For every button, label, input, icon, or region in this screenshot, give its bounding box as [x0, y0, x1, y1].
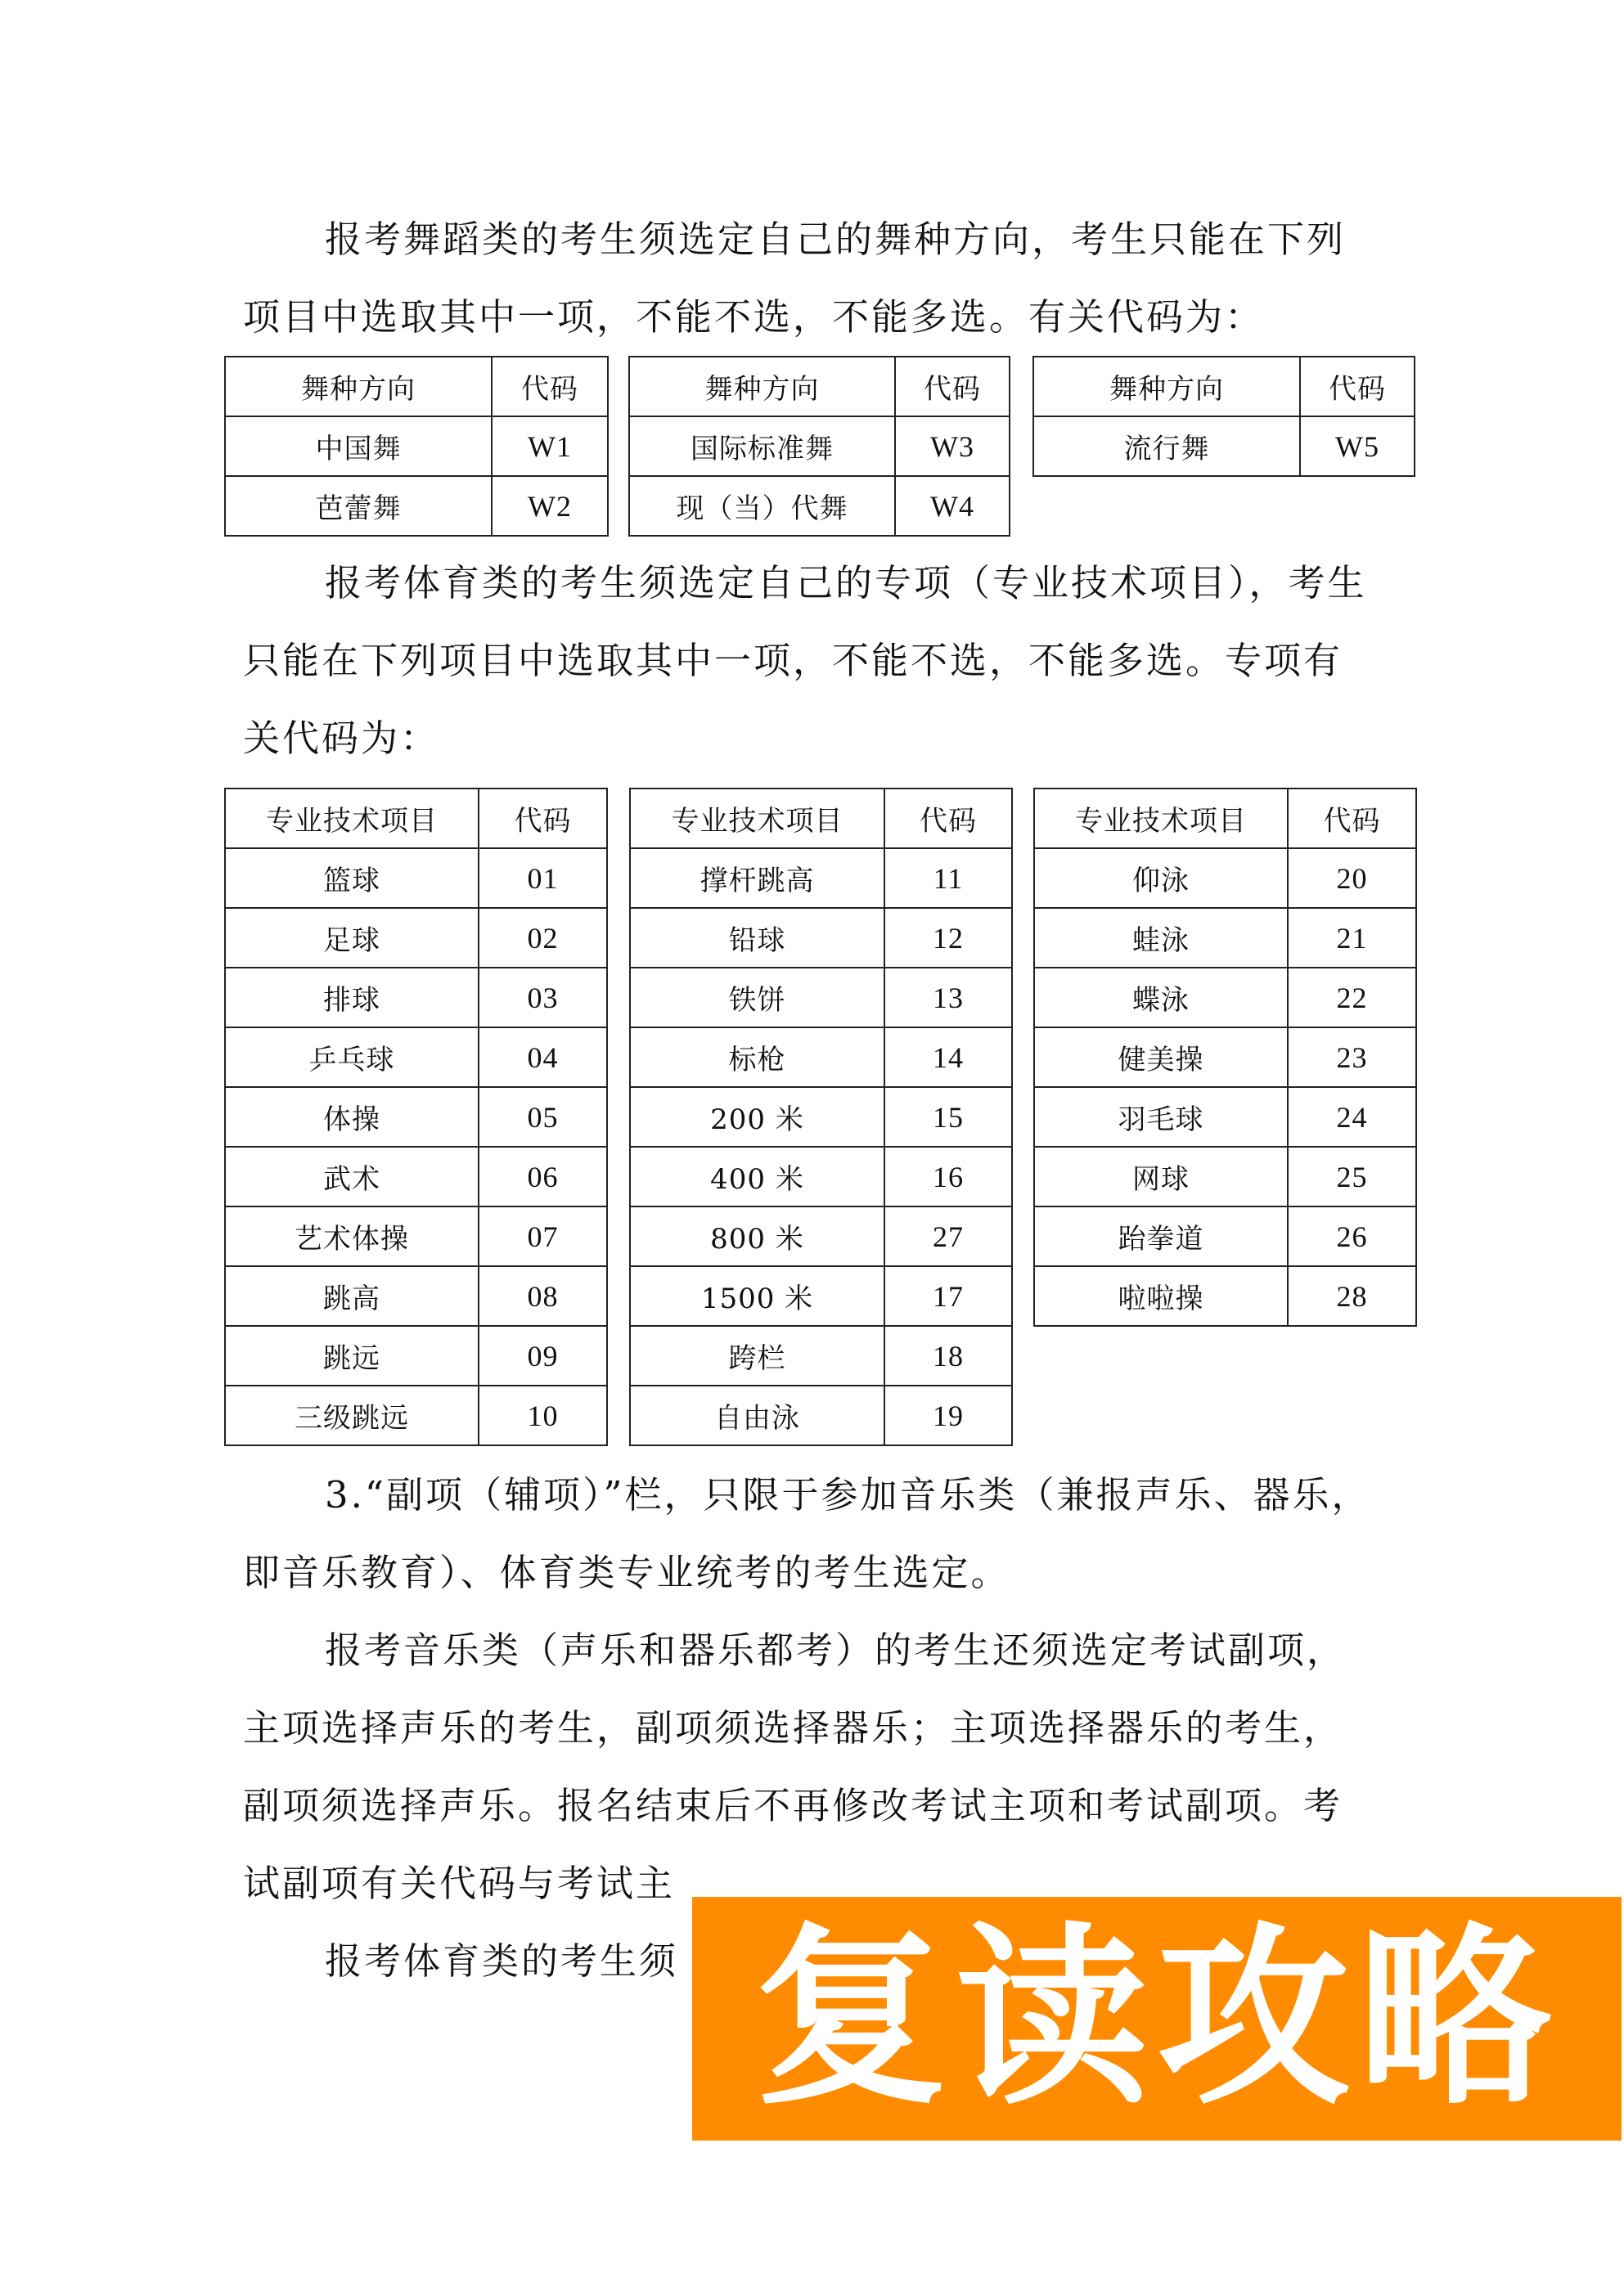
- code-cell: 03: [479, 968, 607, 1027]
- column-header: 代码: [884, 789, 1012, 848]
- sport-name-cell: 200 米: [630, 1087, 884, 1147]
- table-row: [629, 476, 1010, 536]
- dance-code-table-3: [1032, 356, 1415, 477]
- code-cell: 19: [884, 1386, 1012, 1445]
- table-row: [630, 908, 1012, 968]
- sport-name-cell: 足球: [225, 908, 479, 968]
- sport-name-cell: 仰泳: [1034, 848, 1288, 908]
- code-cell: 21: [1288, 908, 1416, 968]
- column-header: 专业技术项目: [630, 789, 884, 848]
- table-row: [1034, 1147, 1416, 1206]
- table-row: [1034, 968, 1416, 1027]
- sport-name-cell: 篮球: [225, 848, 479, 908]
- code-cell: 10: [479, 1386, 607, 1445]
- code-cell: 27: [884, 1206, 1012, 1266]
- column-header: 舞种方向: [629, 357, 895, 416]
- code-cell: 15: [884, 1087, 1012, 1147]
- sports-code-table-3: [1033, 788, 1417, 1327]
- code-cell: 16: [884, 1147, 1012, 1206]
- dance-code-table-2: [628, 356, 1010, 537]
- sport-name-cell: 跨栏: [630, 1326, 884, 1386]
- table-row: [1034, 908, 1416, 968]
- code-cell: W3: [895, 416, 1010, 476]
- paragraph-line: 项目中选取其中一项，不能不选，不能多选。有关代码为：: [243, 295, 1265, 339]
- code-cell: 23: [1288, 1027, 1416, 1087]
- table-row: [630, 1206, 1012, 1266]
- table-row: [225, 1027, 607, 1087]
- code-cell: 12: [884, 908, 1012, 968]
- table-row: [630, 848, 1012, 908]
- paragraph-line: 副项须选择声乐。报名结束后不再修改考试主项和考试副项。考: [243, 1784, 1343, 1827]
- table-row: [630, 1147, 1012, 1206]
- table-row: [629, 416, 1010, 476]
- column-header: 代码: [1300, 357, 1415, 416]
- column-header: 专业技术项目: [225, 789, 479, 848]
- sport-name-cell: 羽毛球: [1034, 1087, 1288, 1147]
- dance-name-cell: 国际标准舞: [629, 416, 895, 476]
- code-cell: 05: [479, 1087, 607, 1147]
- sport-name-cell: 400 米: [630, 1147, 884, 1206]
- dance-name-cell: 中国舞: [225, 416, 492, 476]
- table-row: [630, 1087, 1012, 1147]
- sport-name-cell: 跳远: [225, 1326, 479, 1386]
- sport-name-cell: 三级跳远: [225, 1386, 479, 1445]
- code-cell: 25: [1288, 1147, 1416, 1206]
- paragraph-line: 即音乐教育）、体育类专业统考的考生选定。: [243, 1551, 1010, 1594]
- sports-code-table-1: [224, 788, 608, 1446]
- banner-text: 复读攻略: [754, 1906, 1559, 2131]
- table-row: [225, 1326, 607, 1386]
- code-cell: 07: [479, 1206, 607, 1266]
- sport-name-cell: 铅球: [630, 908, 884, 968]
- table-row: [1034, 1266, 1416, 1326]
- dance-code-table-1: [224, 356, 609, 537]
- table-row: [630, 1027, 1012, 1087]
- code-cell: 17: [884, 1266, 1012, 1326]
- table-row: [225, 416, 608, 476]
- sport-name-cell: 武术: [225, 1147, 479, 1206]
- sport-name-cell: 网球: [1034, 1147, 1288, 1206]
- dance-name-cell: 芭蕾舞: [225, 476, 492, 536]
- table-row: [225, 968, 607, 1027]
- table-row: [630, 1386, 1012, 1445]
- table-row: [1034, 848, 1416, 908]
- sport-name-cell: 蝶泳: [1034, 968, 1288, 1027]
- sport-name-cell: 排球: [225, 968, 479, 1027]
- code-cell: 08: [479, 1266, 607, 1326]
- code-cell: 11: [884, 848, 1012, 908]
- paragraph-line: 主项选择声乐的考生，副项须选择器乐；主项选择器乐的考生，: [243, 1706, 1343, 1750]
- sport-name-cell: 蛙泳: [1034, 908, 1288, 968]
- column-header: 代码: [479, 789, 607, 848]
- paragraph-line: 3.“副项（辅项）”栏，只限于参加音乐类（兼报声乐、器乐，: [325, 1473, 1371, 1516]
- code-cell: 04: [479, 1027, 607, 1087]
- paragraph-line: 报考体育类的考生须选定自己的专项（专业技术项目），考生: [325, 561, 1367, 604]
- table-row: [225, 908, 607, 968]
- code-cell: W1: [492, 416, 608, 476]
- table-row: [225, 1087, 607, 1147]
- table-row: [225, 1266, 607, 1326]
- dance-name-cell: 流行舞: [1033, 416, 1300, 476]
- sport-name-cell: 撑杆跳高: [630, 848, 884, 908]
- code-cell: 18: [884, 1326, 1012, 1386]
- paragraph-line: 关代码为：: [243, 717, 440, 760]
- table-row: [225, 1206, 607, 1266]
- column-header: 舞种方向: [225, 357, 492, 416]
- sports-code-table-2: [629, 788, 1013, 1446]
- code-cell: 13: [884, 968, 1012, 1027]
- paragraph-line: 报考体育类的考生须: [325, 1939, 679, 1983]
- table-row: [225, 848, 607, 908]
- table-row: [225, 1386, 607, 1445]
- column-header: 舞种方向: [1033, 357, 1300, 416]
- sport-name-cell: 1500 米: [630, 1266, 884, 1326]
- sport-name-cell: 自由泳: [630, 1386, 884, 1445]
- dance-name-cell: 现（当）代舞: [629, 476, 895, 536]
- table-row: [1034, 1206, 1416, 1266]
- sport-name-cell: 800 米: [630, 1206, 884, 1266]
- column-header: 代码: [492, 357, 608, 416]
- table-row: [1034, 1027, 1416, 1087]
- column-header: 专业技术项目: [1034, 789, 1288, 848]
- sport-name-cell: 啦啦操: [1034, 1266, 1288, 1326]
- sport-name-cell: 健美操: [1034, 1027, 1288, 1087]
- code-cell: W2: [492, 476, 608, 536]
- table-row: [630, 1326, 1012, 1386]
- sport-name-cell: 跆拳道: [1034, 1206, 1288, 1266]
- sport-name-cell: 标枪: [630, 1027, 884, 1087]
- code-cell: W4: [895, 476, 1010, 536]
- table-row: [630, 968, 1012, 1027]
- code-cell: 01: [479, 848, 607, 908]
- code-cell: 02: [479, 908, 607, 968]
- code-cell: 28: [1288, 1266, 1416, 1326]
- table-row: [225, 476, 608, 536]
- sport-name-cell: 跳高: [225, 1266, 479, 1326]
- sport-name-cell: 艺术体操: [225, 1206, 479, 1266]
- code-cell: 22: [1288, 968, 1416, 1027]
- column-header: 代码: [895, 357, 1010, 416]
- code-cell: 24: [1288, 1087, 1416, 1147]
- sport-name-cell: 乒乓球: [225, 1027, 479, 1087]
- table-row: [225, 1147, 607, 1206]
- paragraph-line: 报考音乐类（声乐和器乐都考）的考生还须选定考试副项，: [325, 1629, 1347, 1672]
- paragraph-line: 报考舞蹈类的考生须选定自己的舞种方向，考生只能在下列: [325, 218, 1347, 261]
- code-cell: 20: [1288, 848, 1416, 908]
- table-row: [630, 1266, 1012, 1326]
- sport-name-cell: 体操: [225, 1087, 479, 1147]
- code-cell: 26: [1288, 1206, 1416, 1266]
- column-header: 代码: [1288, 789, 1416, 848]
- watermark-banner: [692, 1897, 1622, 2141]
- code-cell: 06: [479, 1147, 607, 1206]
- table-row: [1034, 1087, 1416, 1147]
- sport-name-cell: 铁饼: [630, 968, 884, 1027]
- paragraph-line: 只能在下列项目中选取其中一项，不能不选，不能多选。专项有: [243, 639, 1343, 682]
- code-cell: W5: [1300, 416, 1415, 476]
- code-cell: 09: [479, 1326, 607, 1386]
- table-row: [1033, 416, 1415, 476]
- code-cell: 14: [884, 1027, 1012, 1087]
- paragraph-line: 试副项有关代码与考试主: [243, 1862, 676, 1905]
